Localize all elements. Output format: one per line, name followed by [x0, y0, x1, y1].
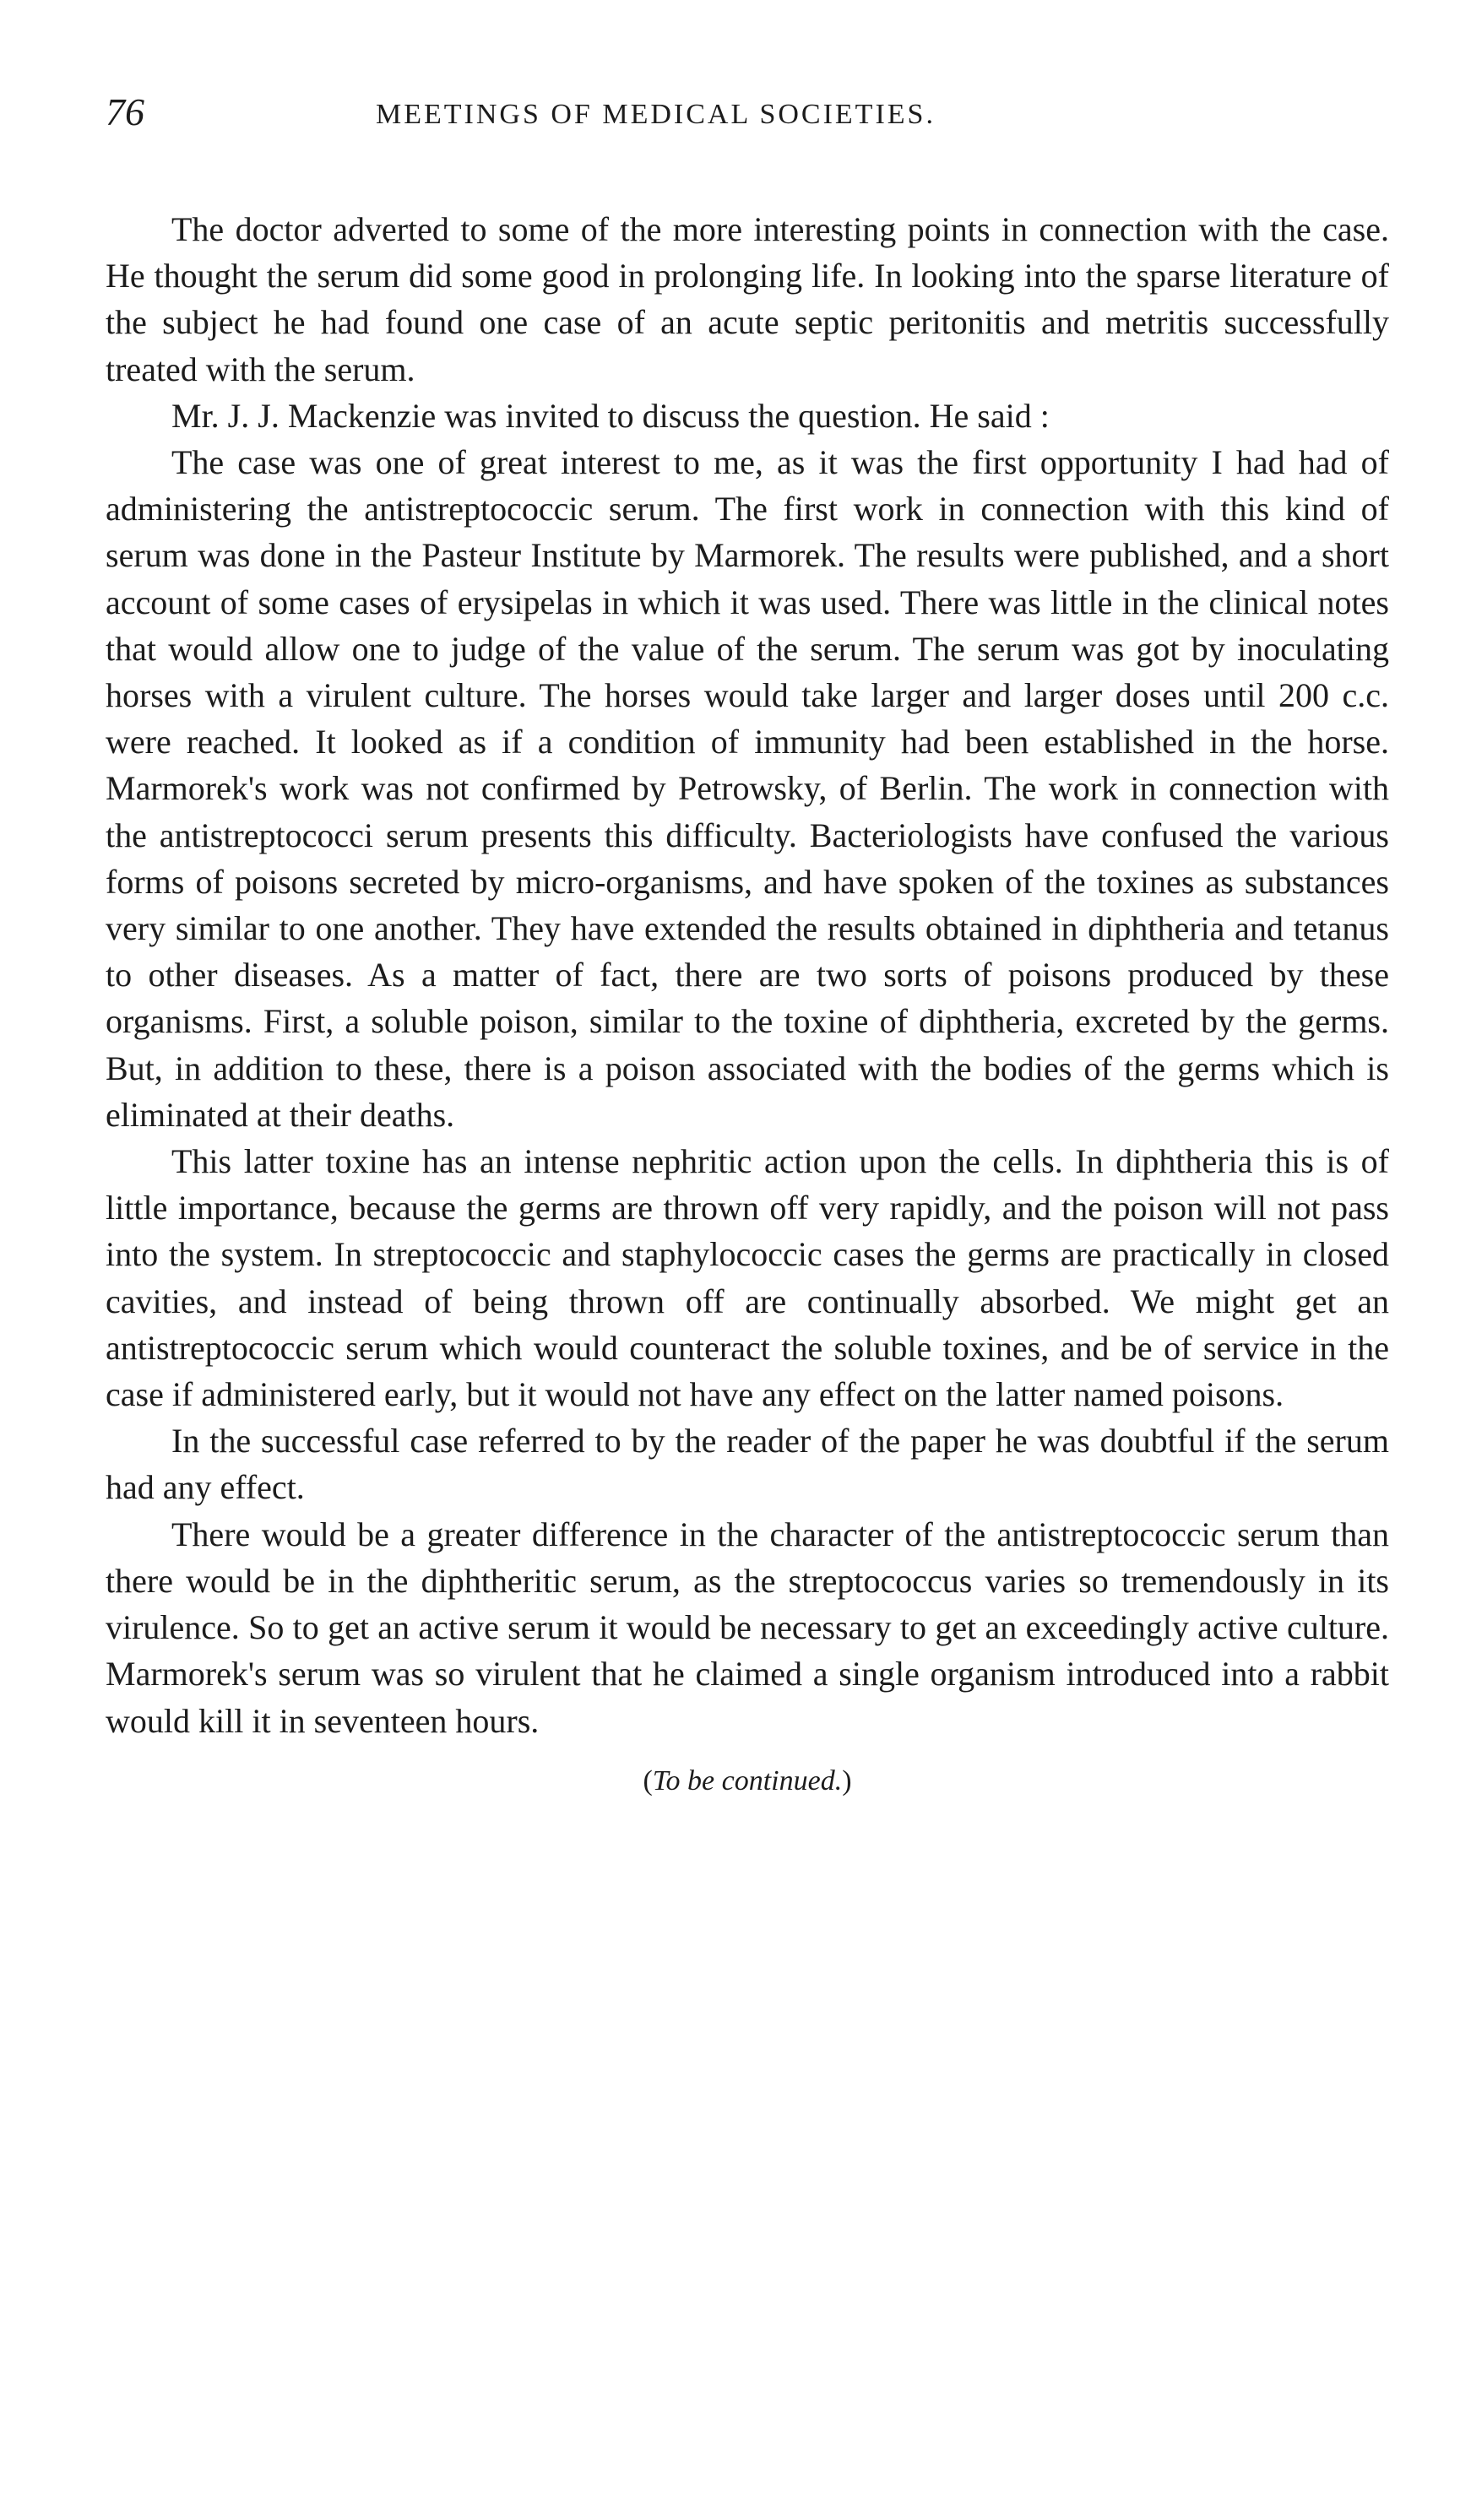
paragraph: There would be a greater difference in the character of the antistreptococcic serum than there would be in the diphtheritic serum, as the streptococcus varies so tremendously in its virulence. So to get an active serum it would be necessary to get an exceedingly active culture. Marmorek's serum was so virulent that he claimed a single organism introduced into a rabbit would kill it in seventeen hours.: [106, 1515, 1389, 1740]
article-body: [106, 206, 1389, 1744]
continued-note: [106, 1756, 1389, 1807]
paragraph: The case was one of great interest to me, as it was the first opportunity I had had of administering the antistreptococcic serum. The first work in connection with this kind of serum was done in the Pasteur Institute by Marmorek. The results were published, and a short account of some cases of erysipelas in which it was used. There was little in the clinical notes that would allow one to judge of the value of the serum. The serum was got by inoculating horses with a virulent culture. The horses would take larger and larger doses until 200 c.c. were reached. It looked as if a condition of immunity had been established in the horse. Marmorek's work was not confirmed by Petrowsky, of Berlin. The work in connection with the antistreptococci serum presents this difficulty. Bacteriologists have confused the various forms of poisons secreted by micro-organisms, and have spoken of the toxines as substances very similar to one another. They have extended the results obtained in diphtheria and tetanus to other diseases. As a matter of fact, there are two sorts of poisons produced by these organisms. First, a soluble poison, similar to the toxine of diphtheria, excreted by the germs. But, in addition to these, there is a poison associated with the bodies of the germs which is eliminated at their deaths.: [106, 443, 1389, 1134]
paragraph: In the successful case referred to by the reader of the paper he was doubtful if the serum had any effect.: [106, 1422, 1389, 1507]
page-header: [106, 91, 1389, 142]
paragraph: The doctor adverted to some of the more interesting points in connection with the case. He thought the serum did some good in prolonging life. In looking into the sparse literature of the subject he had found one case of an acute septic peritonitis and metritis successfully treated with the serum.: [106, 210, 1389, 388]
page: [106, 91, 1389, 1807]
running-head: MEETINGS OF MEDICAL SOCIETIES.: [376, 99, 936, 130]
continued-close-paren: ): [842, 1764, 852, 1797]
continued-open-paren: (: [643, 1764, 653, 1797]
paragraph: This latter toxine has an intense nephritic action upon the cells. In diphtheria this is of little importance, because the germs are thrown off very rapidly, and the poison will not pass into the system. In streptococcic and staphylococcic cases the germs are practically in closed cavities, and instead of being thrown off are continually absorbed. We might get an antistreptococcic serum which would counteract the soluble toxines, and be of service in the case if administered early, but it would not have any effect on the latter named poisons.: [106, 1142, 1389, 1414]
continued-text: To be continued.: [652, 1764, 843, 1797]
paragraph: Mr. J. J. Mackenzie was invited to discuss the question. He said :: [171, 396, 1050, 435]
page-number: 76: [106, 90, 144, 133]
